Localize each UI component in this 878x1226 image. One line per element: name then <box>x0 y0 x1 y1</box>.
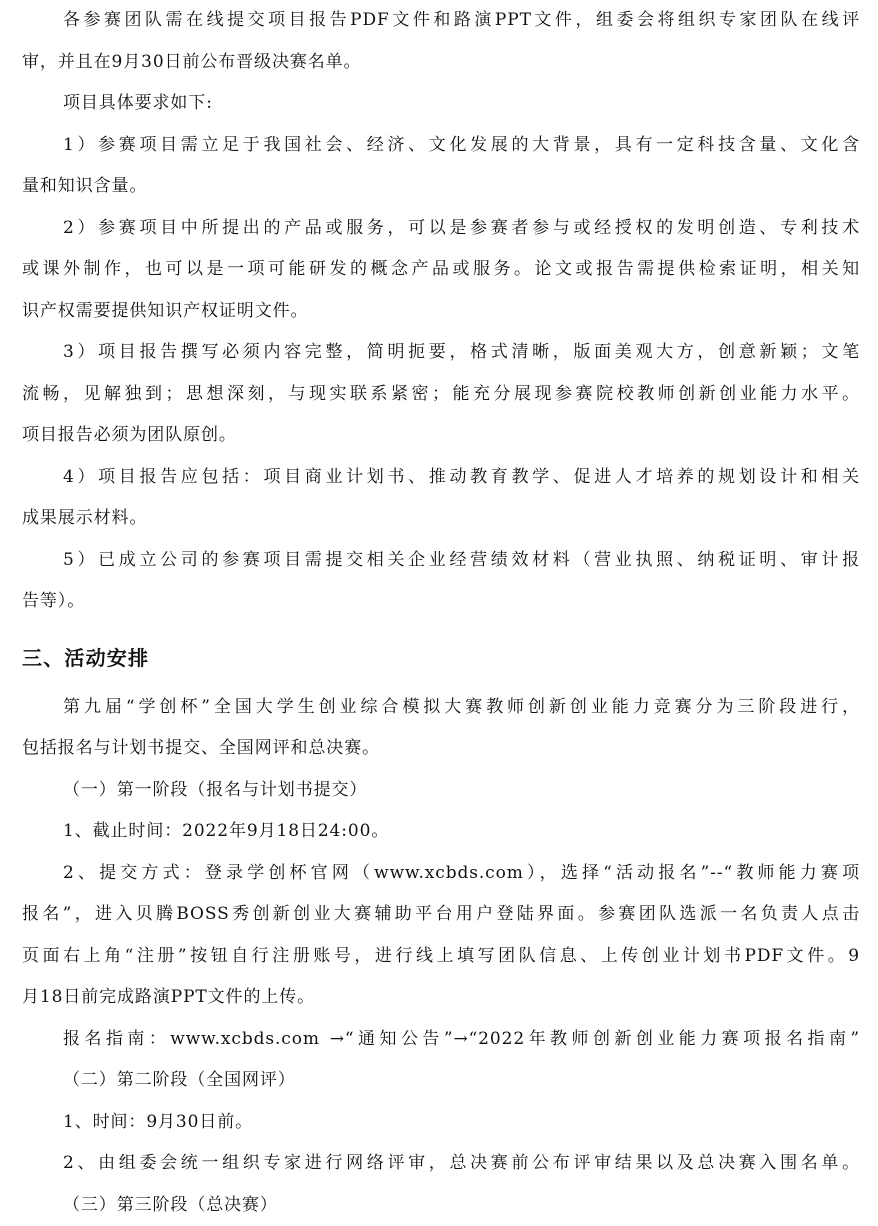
text-line: 第九届“学创杯”全国大学生创业综合模拟大赛教师创新创业能力竞赛分为三阶段进行， <box>22 687 860 729</box>
text-line: 报名指南：www.xcbds.com →“通知公告”→“2022年教师创新创业能力赛项报名指南” <box>22 1019 860 1061</box>
text-line: 量和知识含量。 <box>22 166 860 208</box>
text-line: 1）参赛项目需立足于我国社会、经济、文化发展的大背景，具有一定科技含量、文化含 <box>22 125 860 167</box>
text-line: 成果展示材料。 <box>22 498 860 540</box>
text-line: （一）第一阶段（报名与计划书提交） <box>22 770 860 812</box>
text-line: 4）项目报告应包括：项目商业计划书、推动教育教学、促进人才培养的规划设计和相关 <box>22 457 860 499</box>
text-line: 2、由组委会统一组织专家进行网络评审，总决赛前公布评审结果以及总决赛入围名单。 <box>22 1143 860 1185</box>
text-line: 2、提交方式：登录学创杯官网（www.xcbds.com），选择“活动报名”--“教师能力赛项 <box>22 853 860 895</box>
section-requirements <box>22 0 860 623</box>
text-line: 项目具体要求如下: <box>22 83 860 125</box>
text-line: （三）第三阶段（总决赛） <box>22 1185 860 1226</box>
text-line: 3）项目报告撰写必须内容完整，简明扼要，格式清晰，版面美观大方，创意新颖；文笔 <box>22 332 860 374</box>
text-line: 月18日前完成路演PPT文件的上传。 <box>22 977 860 1019</box>
text-line: 项目报告必须为团队原创。 <box>22 415 860 457</box>
text-line: 流畅，见解独到；思想深刻，与现实联系紧密；能充分展现参赛院校教师创新创业能力水平。 <box>22 374 860 416</box>
text-line: 包括报名与计划书提交、全国网评和总决赛。 <box>22 728 860 770</box>
text-line: 各参赛团队需在线提交项目报告PDF文件和路演PPT文件，组委会将组织专家团队在线评 <box>22 0 860 42</box>
text-line: 1、截止时间：2022年9月18日24:00。 <box>22 811 860 853</box>
text-line: 2）参赛项目中所提出的产品或服务，可以是参赛者参与或经授权的发明创造、专利技术 <box>22 208 860 250</box>
text-line: 或课外制作，也可以是一项可能研发的概念产品或服务。论文或报告需提供检索证明，相关知 <box>22 249 860 291</box>
text-line: （二）第二阶段（全国网评） <box>22 1060 860 1102</box>
section-schedule <box>22 687 860 1226</box>
section-heading: 三、活动安排 <box>22 629 860 687</box>
text-line: 告等）。 <box>22 581 860 623</box>
text-line: 识产权需要提供知识产权证明文件。 <box>22 291 860 333</box>
text-line: 报名”，进入贝腾BOSS秀创新创业大赛辅助平台用户登陆界面。参赛团队选派一名负责人点击 <box>22 894 860 936</box>
text-line: 1、时间：9月30日前。 <box>22 1102 860 1144</box>
text-line: 5）已成立公司的参赛项目需提交相关企业经营绩效材料（营业执照、纳税证明、审计报 <box>22 540 860 582</box>
document-page <box>22 0 860 1226</box>
text-line: 审，并且在9月30日前公布晋级决赛名单。 <box>22 42 860 84</box>
text-line: 页面右上角“注册”按钮自行注册账号，进行线上填写团队信息、上传创业计划书PDF文件。9 <box>22 936 860 978</box>
